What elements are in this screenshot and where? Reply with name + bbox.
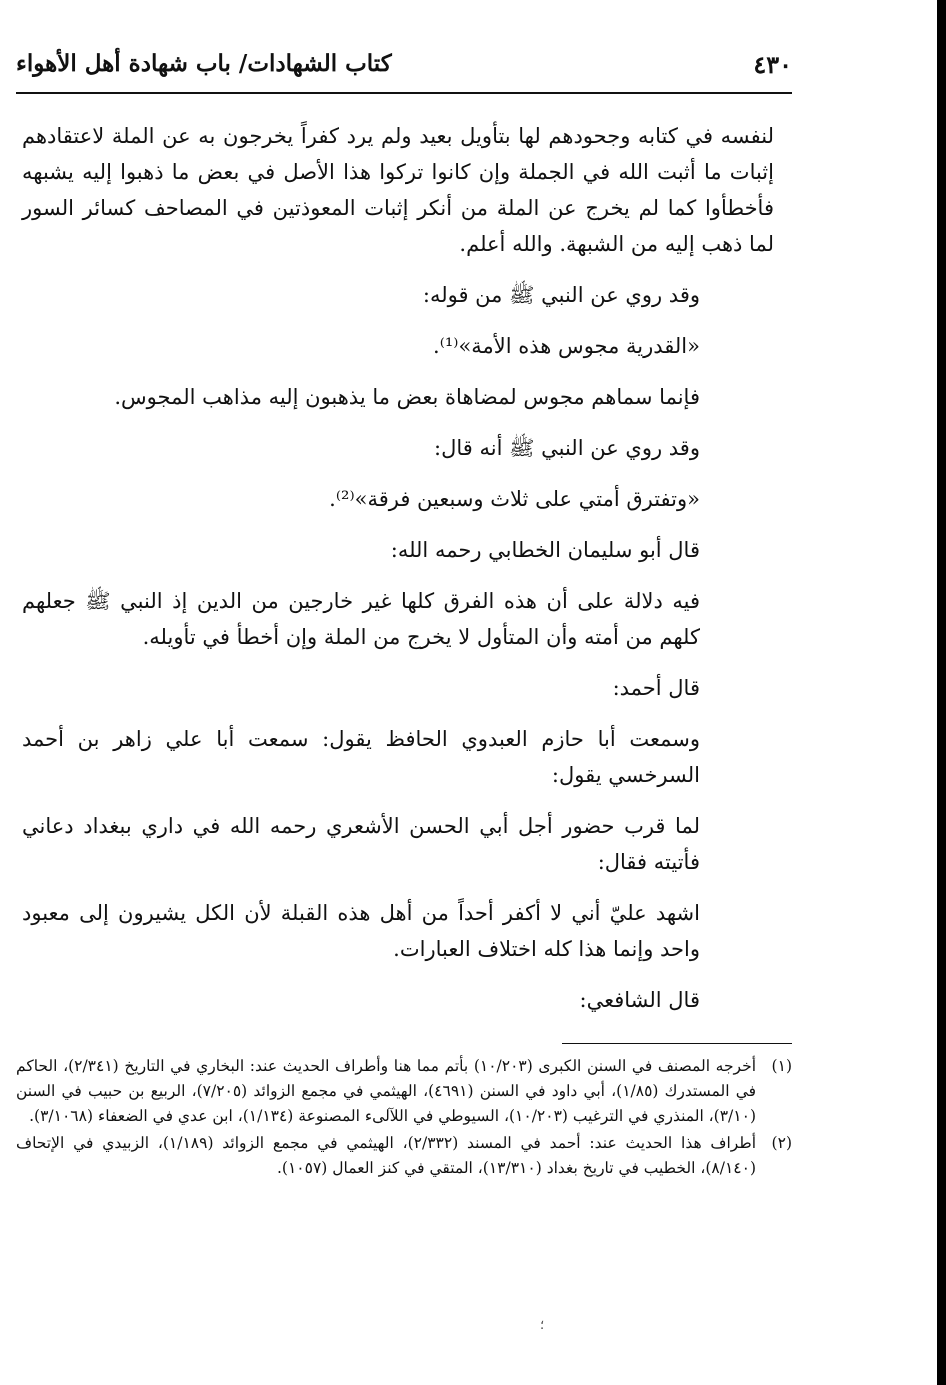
paragraph: قال الشافعي: (579, 988, 700, 1012)
running-header (16, 40, 792, 94)
hadith-quote: «وتفترق أمتي على ثلاث وسبعين فرقة»⁽²⁾. (329, 487, 700, 511)
main-text (22, 118, 774, 1033)
paragraph: قال أبو سليمان الخطابي رحمه الله: (390, 538, 700, 562)
paragraph: قال أحمد: (612, 676, 700, 700)
chapter-title: كتاب الشهادات/ باب شهادة أهل الأهواء (16, 50, 392, 77)
footnotes (16, 1043, 792, 1183)
hadith-quote: «القدرية مجوس هذه الأمة»⁽¹⁾. (433, 334, 700, 358)
paragraph: وقد روي عن النبي ﷺ من قوله: (422, 283, 700, 307)
paragraph: فيه دلالة على أن هذه الفرق كلها غير خارجين من الدين إذ النبي ﷺ جعلهم كلهم من أمته وأن المتأول لا يخرج من الملة وإن أخطأ في تأويله. (22, 589, 700, 649)
footnote-number: (١) (771, 1057, 792, 1075)
footnote-text: أخرجه المصنف في السنن الكبرى (١٠/٢٠٣) بأتم مما هنا وأطراف الحديث عند: البخاري في التاريخ (٢/٣٤١)، الحاكم في المستدرك (١/٨٥)، أبي داود في السنن (٤٦٩١)، الهيثمي في مجمع الزوائد (٧/٢٠٥)، الربيع بن حبيب في السنن (٣/١٠)، المنذري في الترغيب (١٠/٢٠٣)، السيوطي في اللآلىء المصنوعة (١/١٣٤)، ابن عدي في الضعفاء (٣/١٠٦٨). (16, 1057, 757, 1125)
paragraph: لنفسه في كتابه وجحودهم لها بتأويل بعيد ولم يرد كفراً يخرجون به عن الملة لاعتقادهم إثبات ما أثبت الله في الجملة وإن كانوا تركوا هذا الأصل في بعض ما ذهبوا إليه يشبهه فأخطأوا كما لم يخرج عن الملة من أنكر إثبات المعوذتين في المصاحف كسائر السور لما ذهب إليه من الشبهة. والله أعلم. (22, 124, 774, 256)
paragraph: لما قرب حضور أجل أبي الحسن الأشعري رحمه الله في داري ببغداد دعاني فأتيته فقال: (22, 814, 700, 874)
footnote (16, 1131, 792, 1181)
paragraph: فإنما سماهم مجوس لمضاهاة بعض ما يذهبون إليه مذاهب المجوس. (114, 385, 700, 409)
scan-edge-bar (937, 0, 946, 1385)
footnote-separator (562, 1043, 792, 1044)
footnote (16, 1054, 792, 1129)
paragraph: وقد روي عن النبي ﷺ أنه قال: (434, 436, 700, 460)
page-number: ٤٣٠ (753, 50, 792, 79)
scan-mark: ؛ (540, 1318, 545, 1333)
footnote-number: (٢) (771, 1134, 792, 1152)
footnote-text: أطراف هذا الحديث عند: أحمد في المسند (٢/٣٣٢)، الهيثمي في مجمع الزوائد (١/١٨٩)، الزبيدي في الإتحاف (٨/١٤٠)، الخطيب في تاريخ بغداد (١٣/٣١٠)، المتقي في كنز العمال (١٠٥٧). (16, 1134, 757, 1177)
paragraph: وسمعت أبا حازم العبدوي الحافظ يقول: سمعت أبا علي زاهر بن أحمد السرخسي يقول: (22, 727, 700, 787)
paragraph: اشهد عليّ أني لا أكفر أحداً من أهل هذه القبلة لأن الكل يشيرون إلى معبود واحد وإنما هذا كله اختلاف العبارات. (22, 901, 700, 961)
